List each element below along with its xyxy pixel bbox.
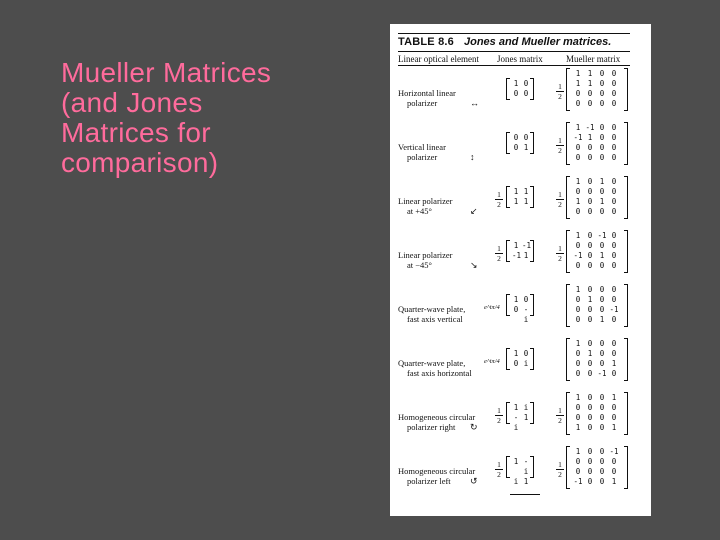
- jones-cell: 0: [523, 295, 529, 304]
- element-label-line2: fast axis horizontal: [407, 368, 472, 378]
- table-row: [390, 284, 651, 344]
- mueller-cell: -1: [573, 251, 583, 260]
- mueller-factor: $\frac{1}{2}$: [556, 244, 564, 263]
- jones-cell: -1: [512, 251, 522, 260]
- mueller-cell: 0: [575, 153, 581, 162]
- mueller-cell: 0: [599, 413, 605, 422]
- jones-cell: 1: [523, 197, 529, 206]
- mueller-factor-denominator: 2: [558, 416, 562, 425]
- column-header-element: Linear optical element: [398, 54, 479, 64]
- mueller-cell: 0: [587, 369, 593, 378]
- table-row: [390, 122, 651, 182]
- jones-cell: -i: [523, 305, 529, 324]
- mueller-cell: 0: [611, 457, 617, 466]
- mueller-cell: 0: [575, 467, 581, 476]
- jones-cell: 1: [513, 403, 519, 412]
- jones-cell: 1: [513, 197, 519, 206]
- mueller-cell: 0: [611, 177, 617, 186]
- mueller-cell: 1: [599, 315, 605, 324]
- element-label-line2: at +45°: [407, 206, 432, 216]
- mueller-cell: 0: [611, 285, 617, 294]
- mueller-cell: 0: [587, 261, 593, 270]
- mueller-cell: 0: [599, 403, 605, 412]
- jones-matrix: [506, 402, 534, 432]
- mueller-cell: 0: [587, 423, 593, 432]
- element-label: [398, 466, 475, 486]
- mueller-matrix: [566, 68, 628, 111]
- mueller-cell: 0: [575, 99, 581, 108]
- mueller-cell: 0: [599, 241, 605, 250]
- element-label-line2: polarizer: [407, 152, 438, 162]
- element-label-line1: Quarter-wave plate,: [398, 304, 466, 314]
- mueller-matrix: [566, 338, 628, 381]
- polarization-arrow-icon: ↘: [470, 260, 478, 270]
- mueller-cell: 1: [599, 177, 605, 186]
- jones-cell: 0: [513, 89, 519, 98]
- mueller-matrix: [566, 230, 628, 273]
- mueller-cell: 0: [575, 187, 581, 196]
- table-row: [390, 176, 651, 236]
- mueller-cell: 0: [599, 477, 605, 486]
- element-label-line2: polarizer left: [407, 476, 451, 486]
- jones-matrix: [506, 294, 534, 324]
- mueller-cell: 1: [587, 133, 593, 142]
- jones-cell: -1: [522, 241, 532, 250]
- mueller-cell: 0: [611, 261, 617, 270]
- mueller-matrix: [566, 446, 628, 489]
- mueller-cell: 0: [611, 99, 617, 108]
- element-label: [398, 88, 456, 108]
- mueller-cell: 0: [587, 339, 593, 348]
- mueller-factor: $\frac{1}{2}$: [556, 190, 564, 209]
- jones-matrix: [506, 348, 534, 370]
- mueller-cell: 0: [611, 349, 617, 358]
- title-line: comparison): [61, 147, 219, 178]
- table-name: Jones and Mueller matrices.: [464, 36, 612, 48]
- mueller-cell: 0: [587, 241, 593, 250]
- mueller-cell: 1: [575, 339, 581, 348]
- element-label-line2: polarizer: [407, 98, 438, 108]
- jones-cell: 1: [513, 457, 519, 466]
- element-label: [398, 142, 446, 162]
- element-label-line2: polarizer right: [407, 422, 456, 432]
- jones-matrix: [506, 132, 534, 154]
- mueller-cell: 0: [599, 423, 605, 432]
- mueller-factor-denominator: 2: [558, 92, 562, 101]
- mueller-factor: $\frac{1}{2}$: [556, 82, 564, 101]
- mueller-cell: 0: [587, 143, 593, 152]
- mueller-cell: 0: [575, 403, 581, 412]
- mueller-cell: 0: [587, 177, 593, 186]
- mueller-cell: 0: [587, 413, 593, 422]
- mueller-cell: -1: [585, 123, 595, 132]
- jones-cell: 1: [523, 477, 529, 486]
- scanned-table-image: [390, 24, 651, 516]
- mueller-factor: $\frac{1}{2}$: [556, 406, 564, 425]
- jones-cell: 0: [513, 305, 519, 314]
- jones-matrix: [506, 240, 534, 262]
- element-label-line1: Homogeneous circular: [398, 466, 476, 476]
- mueller-cell: -1: [609, 447, 619, 456]
- jones-cell: 1: [523, 413, 529, 422]
- jones-cell: 1: [513, 241, 519, 250]
- mueller-cell: 1: [587, 295, 593, 304]
- mueller-matrix: [566, 392, 628, 435]
- mueller-cell: 0: [587, 89, 593, 98]
- mueller-cell: 0: [587, 477, 593, 486]
- mueller-cell: 0: [611, 339, 617, 348]
- mueller-cell: 0: [599, 447, 605, 456]
- title-line: (and Jones: [61, 87, 203, 118]
- polarization-arrow-icon: ↺: [470, 476, 478, 486]
- table-row: [390, 392, 651, 452]
- mueller-cell: 0: [611, 133, 617, 142]
- mueller-cell: 0: [599, 305, 605, 314]
- mueller-cell: 0: [611, 187, 617, 196]
- mueller-cell: 0: [611, 467, 617, 476]
- jones-cell: 0: [523, 89, 529, 98]
- mueller-cell: 1: [611, 477, 617, 486]
- jones-cell: 1: [513, 349, 519, 358]
- mueller-cell: -1: [573, 477, 583, 486]
- jones-cell: -i: [523, 457, 529, 476]
- mueller-cell: 0: [611, 231, 617, 240]
- jones-factor: $\frac{1}{2}$: [495, 244, 503, 263]
- mueller-cell: 0: [587, 207, 593, 216]
- element-label: [398, 412, 475, 432]
- polarization-arrow-icon: ↔: [470, 98, 479, 108]
- mueller-cell: 0: [575, 295, 581, 304]
- mueller-cell: 0: [587, 305, 593, 314]
- mueller-cell: 0: [575, 315, 581, 324]
- mueller-cell: 1: [575, 423, 581, 432]
- table-row: [390, 68, 651, 128]
- jones-matrix: [506, 78, 534, 100]
- mueller-cell: 0: [599, 359, 605, 368]
- mueller-cell: 1: [575, 79, 581, 88]
- element-label: [398, 304, 465, 324]
- jones-factor: $\frac{1}{2}$: [495, 190, 503, 209]
- jones-cell: -i: [513, 413, 519, 432]
- mueller-cell: 0: [587, 197, 593, 206]
- mueller-cell: 0: [587, 187, 593, 196]
- jones-phase-prefix: e^iπ/4: [484, 358, 500, 365]
- polarization-arrow-icon: ↙: [470, 206, 478, 216]
- element-label: [398, 358, 472, 378]
- mueller-cell: 0: [611, 369, 617, 378]
- jones-cell: 0: [513, 143, 519, 152]
- mueller-cell: 0: [611, 79, 617, 88]
- mueller-factor-denominator: 2: [558, 470, 562, 479]
- jones-cell: 0: [513, 133, 519, 142]
- mueller-matrix: [566, 284, 628, 327]
- mueller-cell: 0: [599, 79, 605, 88]
- mueller-cell: 0: [611, 413, 617, 422]
- mueller-factor-denominator: 2: [558, 146, 562, 155]
- element-label-line1: Vertical linear: [398, 142, 446, 152]
- mueller-cell: 0: [611, 197, 617, 206]
- mueller-cell: 0: [587, 231, 593, 240]
- mueller-cell: 0: [587, 467, 593, 476]
- mueller-cell: 0: [611, 403, 617, 412]
- mueller-cell: 0: [599, 89, 605, 98]
- jones-cell: i: [523, 403, 529, 412]
- mueller-cell: 1: [611, 393, 617, 402]
- jones-cell: 1: [523, 143, 529, 152]
- mueller-cell: -1: [597, 231, 607, 240]
- element-label-line1: Homogeneous circular: [398, 412, 476, 422]
- mueller-cell: 1: [587, 349, 593, 358]
- column-header-jones: Jones matrix: [497, 54, 543, 64]
- jones-cell: i: [523, 359, 529, 368]
- mueller-cell: 0: [575, 457, 581, 466]
- mueller-cell: 0: [611, 143, 617, 152]
- table-row: [390, 446, 651, 506]
- mueller-cell: 1: [575, 393, 581, 402]
- mueller-cell: 1: [575, 285, 581, 294]
- mueller-cell: 0: [587, 251, 593, 260]
- mueller-cell: 0: [599, 457, 605, 466]
- mueller-cell: 0: [599, 207, 605, 216]
- mueller-cell: 1: [599, 197, 605, 206]
- mueller-cell: 1: [575, 69, 581, 78]
- mueller-cell: 0: [599, 133, 605, 142]
- mueller-cell: 1: [575, 123, 581, 132]
- mueller-cell: 0: [575, 207, 581, 216]
- mueller-cell: 0: [587, 315, 593, 324]
- column-header-mueller: Mueller matrix: [566, 54, 621, 64]
- jones-factor: $\frac{1}{2}$: [495, 406, 503, 425]
- mueller-cell: 0: [611, 315, 617, 324]
- mueller-cell: 0: [611, 153, 617, 162]
- mueller-cell: 1: [575, 447, 581, 456]
- jones-factor-denominator: 2: [497, 254, 501, 263]
- mueller-cell: 0: [575, 305, 581, 314]
- mueller-cell: 0: [599, 339, 605, 348]
- mueller-factor: $\frac{1}{2}$: [556, 460, 564, 479]
- table-column-rule: [398, 65, 630, 66]
- table-row: [390, 338, 651, 398]
- mueller-cell: 0: [587, 457, 593, 466]
- table-top-rule: [398, 33, 630, 34]
- mueller-cell: 1: [575, 231, 581, 240]
- jones-factor-denominator: 2: [497, 200, 501, 209]
- mueller-cell: 0: [575, 359, 581, 368]
- mueller-cell: -1: [609, 305, 619, 314]
- mueller-cell: 1: [575, 197, 581, 206]
- polarization-arrow-icon: ↻: [470, 422, 478, 432]
- mueller-cell: 1: [599, 251, 605, 260]
- mueller-cell: 0: [611, 69, 617, 78]
- mueller-cell: 1: [587, 69, 593, 78]
- mueller-cell: 0: [599, 153, 605, 162]
- mueller-cell: 0: [587, 285, 593, 294]
- mueller-cell: 0: [575, 349, 581, 358]
- mueller-cell: -1: [597, 369, 607, 378]
- mueller-cell: 0: [611, 123, 617, 132]
- jones-cell: 0: [513, 359, 519, 368]
- slide-title: [61, 58, 361, 178]
- element-label-line1: Quarter-wave plate,: [398, 358, 466, 368]
- jones-cell: 1: [513, 295, 519, 304]
- mueller-cell: 0: [575, 89, 581, 98]
- mueller-cell: 1: [611, 359, 617, 368]
- mueller-cell: 0: [575, 369, 581, 378]
- title-line: Matrices for: [61, 117, 211, 148]
- mueller-cell: 0: [611, 295, 617, 304]
- element-label-line2: fast axis vertical: [407, 314, 463, 324]
- mueller-cell: 0: [599, 467, 605, 476]
- table-title: [398, 36, 611, 48]
- table-row: [390, 230, 651, 290]
- mueller-factor-denominator: 2: [558, 254, 562, 263]
- mueller-cell: 0: [587, 403, 593, 412]
- title-line: Mueller Matrices: [61, 57, 272, 88]
- jones-factor-denominator: 2: [497, 470, 501, 479]
- polarization-arrow-icon: ↕: [470, 152, 475, 162]
- element-label-line2: at −45°: [407, 260, 432, 270]
- mueller-cell: 0: [587, 359, 593, 368]
- mueller-cell: 0: [599, 261, 605, 270]
- jones-factor: $\frac{1}{2}$: [495, 460, 503, 479]
- jones-cell: 1: [513, 79, 519, 88]
- element-label: [398, 250, 453, 270]
- mueller-cell: 1: [587, 79, 593, 88]
- mueller-cell: 0: [587, 153, 593, 162]
- jones-matrix: [506, 456, 534, 486]
- jones-cell: 1: [513, 187, 519, 196]
- table-number: TABLE 8.6: [398, 36, 454, 48]
- mueller-cell: 0: [587, 447, 593, 456]
- mueller-cell: 0: [599, 295, 605, 304]
- mueller-cell: 0: [611, 251, 617, 260]
- jones-cell: 0: [523, 133, 529, 142]
- mueller-cell: 0: [599, 187, 605, 196]
- jones-cell: 0: [523, 79, 529, 88]
- mueller-cell: 1: [575, 177, 581, 186]
- mueller-cell: 0: [599, 99, 605, 108]
- jones-cell: 1: [523, 251, 529, 260]
- element-label-line1: Linear polarizer: [398, 196, 453, 206]
- jones-matrix: [506, 186, 534, 208]
- mueller-matrix: [566, 122, 628, 165]
- mueller-cell: 0: [587, 393, 593, 402]
- mueller-cell: 0: [599, 393, 605, 402]
- mueller-cell: 0: [599, 143, 605, 152]
- table-bottom-mark: [510, 494, 540, 495]
- mueller-cell: 0: [575, 143, 581, 152]
- mueller-cell: 0: [575, 261, 581, 270]
- mueller-factor-denominator: 2: [558, 200, 562, 209]
- mueller-cell: 0: [599, 123, 605, 132]
- jones-phase-prefix: e^iπ/4: [484, 304, 500, 311]
- mueller-factor: $\frac{1}{2}$: [556, 136, 564, 155]
- table-header-rule: [398, 51, 630, 52]
- mueller-matrix: [566, 176, 628, 219]
- element-label: [398, 196, 453, 216]
- mueller-cell: 1: [611, 423, 617, 432]
- element-label-line1: Horizontal linear: [398, 88, 456, 98]
- jones-cell: 1: [523, 187, 529, 196]
- mueller-cell: 0: [599, 349, 605, 358]
- mueller-cell: 0: [611, 241, 617, 250]
- mueller-cell: 0: [599, 69, 605, 78]
- jones-factor-denominator: 2: [497, 416, 501, 425]
- mueller-cell: 0: [611, 89, 617, 98]
- mueller-cell: -1: [573, 133, 583, 142]
- mueller-cell: 0: [587, 99, 593, 108]
- element-label-line1: Linear polarizer: [398, 250, 453, 260]
- mueller-cell: 0: [611, 207, 617, 216]
- mueller-cell: 0: [599, 285, 605, 294]
- jones-cell: i: [513, 477, 519, 486]
- mueller-cell: 0: [575, 413, 581, 422]
- jones-cell: 0: [523, 349, 529, 358]
- mueller-cell: 0: [575, 241, 581, 250]
